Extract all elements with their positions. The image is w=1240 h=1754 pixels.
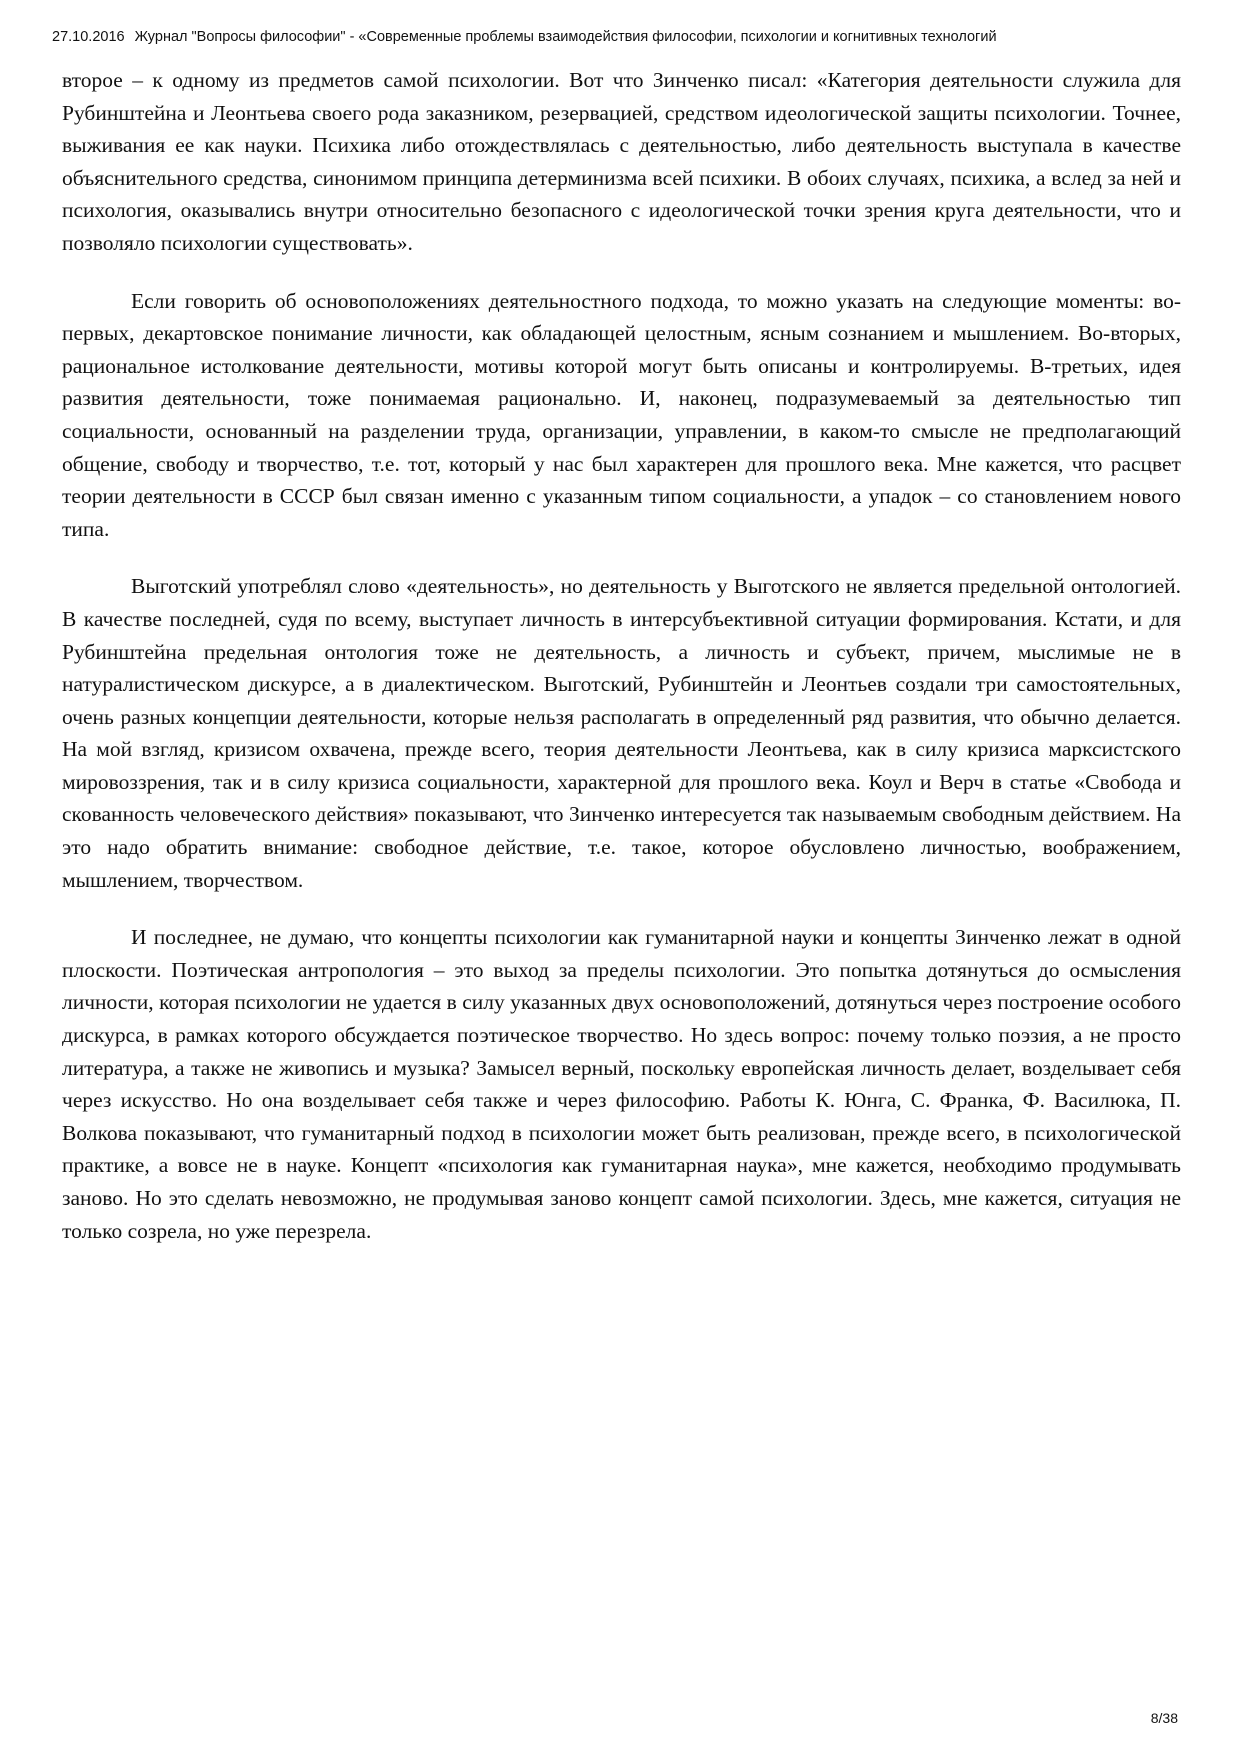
header-title: Журнал "Вопросы философии" - «Современные проблемы взаимодействия философии, психологии и когнитивных технологий bbox=[134, 29, 997, 45]
paragraph-3: Выготский употреблял слово «деятельность», но деятельность у Выготского не является предельной онтологией. В качестве последней, судя по всему, выступает личность в интерсубъективной ситуации формирования. Кстати, и для Рубинштейна предельная онтология тоже не деятельность, а личность и субъект, причем, мыслимые не в натуралистическом дискурсе, а в диалектическом. Выготский, Рубинштейн и Леонтьев создали три самостоятельных, очень разных концепции деятельности, которые нельзя располагать в определенный ряд развития, что обычно делается. На мой взгляд, кризисом охвачена, прежде всего, теория деятельности Леонтьева, как в силу кризиса марксистского мировоззрения, так и в силу кризиса социальности, характерной для прошлого века. Коул и Верч в статье «Свобода и скованность человеческого действия» показывают, что Зинченко интересуется так называемым свободным действием. На это надо обратить внимание: свободное действие, т.е. такое, которое обусловлено личностью, воображением, мышлением, творчеством. bbox=[62, 574, 1181, 892]
page-header bbox=[52, 28, 1202, 46]
paragraph-4: И последнее, не думаю, что концепты психологии как гуманитарной науки и концепты Зинченко лежат в одной плоскости. Поэтическая антропология – это выход за пределы психологии. Это попытка дотянуться до осмысления личности, которая психологии не удается в силу указанных двух основоположений, дотянуться через построение особого дискурса, в рамках которого обсуждается поэтическое творчество. Но здесь вопрос: почему только поэзия, а не просто литература, а также не живопись и музыка? Замысел верный, поскольку европейская личность делает, возделывает себя через искусство. Но она возделывает себя также и через философию. Работы К. Юнга, С. Франка, Ф. Василюка, П. Волкова показывают, что гуманитарный подход в психологии может быть реализован, прежде всего, в психологической практике, а вовсе не в науке. Концепт «психология как гуманитарная наука», мне кажется, необходимо продумывать заново. Но это сделать невозможно, не продумывая заново концепт самой психологии. Здесь, мне кажется, ситуация не только созрела, но уже перезрела. bbox=[62, 925, 1181, 1243]
paragraph-1: второе – к одному из предметов самой психологии. Вот что Зинченко писал: «Категория деятельности служила для Рубинштейна и Леонтьева своего рода заказником, резервацией, средством идеологической защиты психологии. Точнее, выживания ее как науки. Психика либо отождествлялась с деятельностью, либо деятельность выступала в качестве объяснительного средства, синонимом принципа детерминизма всей психики. В обоих случаях, психика, а вслед за ней и психология, оказывались внутри относительно безопасного с идеологической точки зрения круга деятельности, что и позволяло психологии существовать». bbox=[62, 68, 1181, 255]
header-date: 27.10.2016 bbox=[52, 29, 125, 45]
article-body bbox=[62, 64, 1181, 1272]
page-number: 8/38 bbox=[1150, 1710, 1178, 1726]
paragraph-2: Если говорить об основоположениях деятельностного подхода, то можно указать на следующие моменты: во-первых, декартовское понимание личности, как обладающей целостным, ясным сознанием и мышлением. Во-вторых, рациональное истолкование деятельности, мотивы которой могут быть описаны и контролируемы. В-третьих, идея развития деятельности, тоже понимаемая рационально. И, наконец, подразумеваемый за деятельностью тип социальности, основанный на разделении труда, организации, управлении, в каком-то смысле не предполагающий общение, свободу и творчество, т.е. тот, который у нас был характерен для прошлого века. Мне кажется, что расцвет теории деятельности в СССР был связан именно с указанным типом социальности, а упадок – со становлением нового типа. bbox=[62, 288, 1181, 541]
